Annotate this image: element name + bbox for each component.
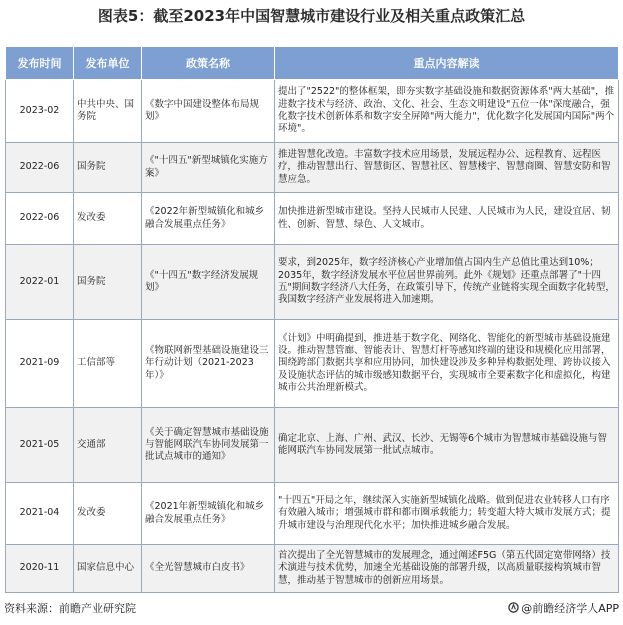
cell-date: 2021-05 bbox=[6, 408, 74, 483]
cell-policy: 《2021年新型城镇化和城乡融合发展重点任务》 bbox=[142, 483, 275, 545]
cell-date: 2022-06 bbox=[6, 143, 74, 193]
cell-content: 《计划》中明确提到，推进基于数字化、网络化、智能化的新型城市基础设施建设。推动智慧管廊、智能表计、智慧灯杆等感知终端的建设和规模化应用部署，围绕跨部门数据共享和应用协同，加快建设涉及多种异构数据处理、跨协议接入及设施状态评估的城市级感知数据平台，实现城市全要素数字化和虚拟化，构建城市公共治理新模式。 bbox=[275, 320, 619, 408]
cell-policy: 《"十四五"数字经济发展规划》 bbox=[142, 245, 275, 320]
cell-date: 2021-04 bbox=[6, 483, 74, 545]
page-title: 图表5：截至2023年中国智慧城市建设行业及相关重点政策汇总 bbox=[97, 7, 526, 25]
policy-table bbox=[5, 46, 619, 593]
cell-org: 国家信息中心 bbox=[74, 545, 142, 593]
cell-content: 加快推进新型城市建设。坚持人民城市人民建、人民城市为人民，建设宜居、韧性、创新、智慧、绿色、人文城市。 bbox=[275, 193, 619, 245]
cell-policy: 《物联网新型基础设施建设三年行动计划（2021-2023年）》 bbox=[142, 320, 275, 408]
cell-org: 交通部 bbox=[74, 408, 142, 483]
cell-org: 国务院 bbox=[74, 245, 142, 320]
cell-date: 2023-02 bbox=[6, 80, 74, 143]
cell-org: 发改委 bbox=[74, 483, 142, 545]
cell-content: "十四五"开局之年，继续深入实施新型城镇化战略。做到促进农业转移人口有序有效融入城市；增强城市群和都市圈承载能力；转变超大特大城市发展方式；提升城市建设与治理现代化水平；加快推进城乡融合发展。 bbox=[275, 483, 619, 545]
brand-credit-text: @前瞻经济学人APP bbox=[521, 602, 619, 615]
cell-date: 2020-11 bbox=[6, 545, 74, 593]
cell-date: 2022-06 bbox=[6, 193, 74, 245]
cell-content: 提出了"2522"的整体框架，即夯实数字基础设施和数据资源体系"两大基础"，推进数字技术与经济、政治、文化、社会、生态文明建设"五位一体"深度融合，强化数字技术创新体系和数字安全屏障"两大能力"，优化数字化发展国内国际"两个环境"。 bbox=[275, 80, 619, 143]
table-header-row bbox=[6, 47, 619, 80]
cell-date: 2021-09 bbox=[6, 320, 74, 408]
table-row bbox=[6, 245, 619, 320]
header-date: 发布时间 bbox=[6, 47, 74, 80]
header-content: 重点内容解读 bbox=[275, 47, 619, 80]
cell-date: 2022-01 bbox=[6, 245, 74, 320]
table-row bbox=[6, 143, 619, 193]
cell-policy: 《2022年新型城镇化和城乡融合发展重点任务》 bbox=[142, 193, 275, 245]
cell-org: 发改委 bbox=[74, 193, 142, 245]
cell-org: 工信部等 bbox=[74, 320, 142, 408]
cell-content: 首次提出了全光智慧城市的发展理念，通过阐述F5G（第五代固定宽带网络）技术演进与技术优势，加速全光基础设施的部署升级，以高质量联接构筑城市智慧，推动基于智慧城市的创新应用场景。 bbox=[275, 545, 619, 593]
cell-content: 推进智慧化改造。丰富数字技术应用场景，发展远程办公、远程教育、远程医疗，推动智慧出行、智慧街区、智慧社区、智慧楼宇、智慧商圈、智慧安防和智慧应急。 bbox=[275, 143, 619, 193]
table-row bbox=[6, 320, 619, 408]
brand-logo-icon bbox=[508, 602, 519, 613]
table-row bbox=[6, 483, 619, 545]
table-row bbox=[6, 408, 619, 483]
cell-policy: 《全光智慧城市白皮书》 bbox=[142, 545, 275, 593]
cell-content: 要求，到2025年，数字经济核心产业增加值占国内生产总值比重达到10%；2035年，数字经济发展水平位居世界前列。此外《规划》还重点部署了"十四五"期间数字经济八大任务，在政策引导下，传统产业链将实现全面数字化转型，我国数字经济产业发展将进入加速期。 bbox=[275, 245, 619, 320]
cell-policy: 《数字中国建设整体布局规划》 bbox=[142, 80, 275, 143]
brand-credit bbox=[508, 600, 619, 616]
table-row bbox=[6, 193, 619, 245]
cell-policy: 《"十四五"新型城镇化实施方案》 bbox=[142, 143, 275, 193]
table-row bbox=[6, 80, 619, 143]
header-policy: 政策名称 bbox=[142, 47, 275, 80]
cell-policy: 《关于确定智慧城市基础设施与智能网联汽车协同发展第一批试点城市的通知》 bbox=[142, 408, 275, 483]
header-org: 发布单位 bbox=[74, 47, 142, 80]
cell-org: 国务院 bbox=[74, 143, 142, 193]
cell-content: 确定北京、上海、广州、武汉、长沙、无锡等6个城市为智慧城市基础设施与智能网联汽车协同发展第一批试点城市。 bbox=[275, 408, 619, 483]
table-row bbox=[6, 545, 619, 593]
cell-org: 中共中央、国务院 bbox=[74, 80, 142, 143]
source-note: 资料来源：前瞻产业研究院 bbox=[4, 602, 136, 615]
